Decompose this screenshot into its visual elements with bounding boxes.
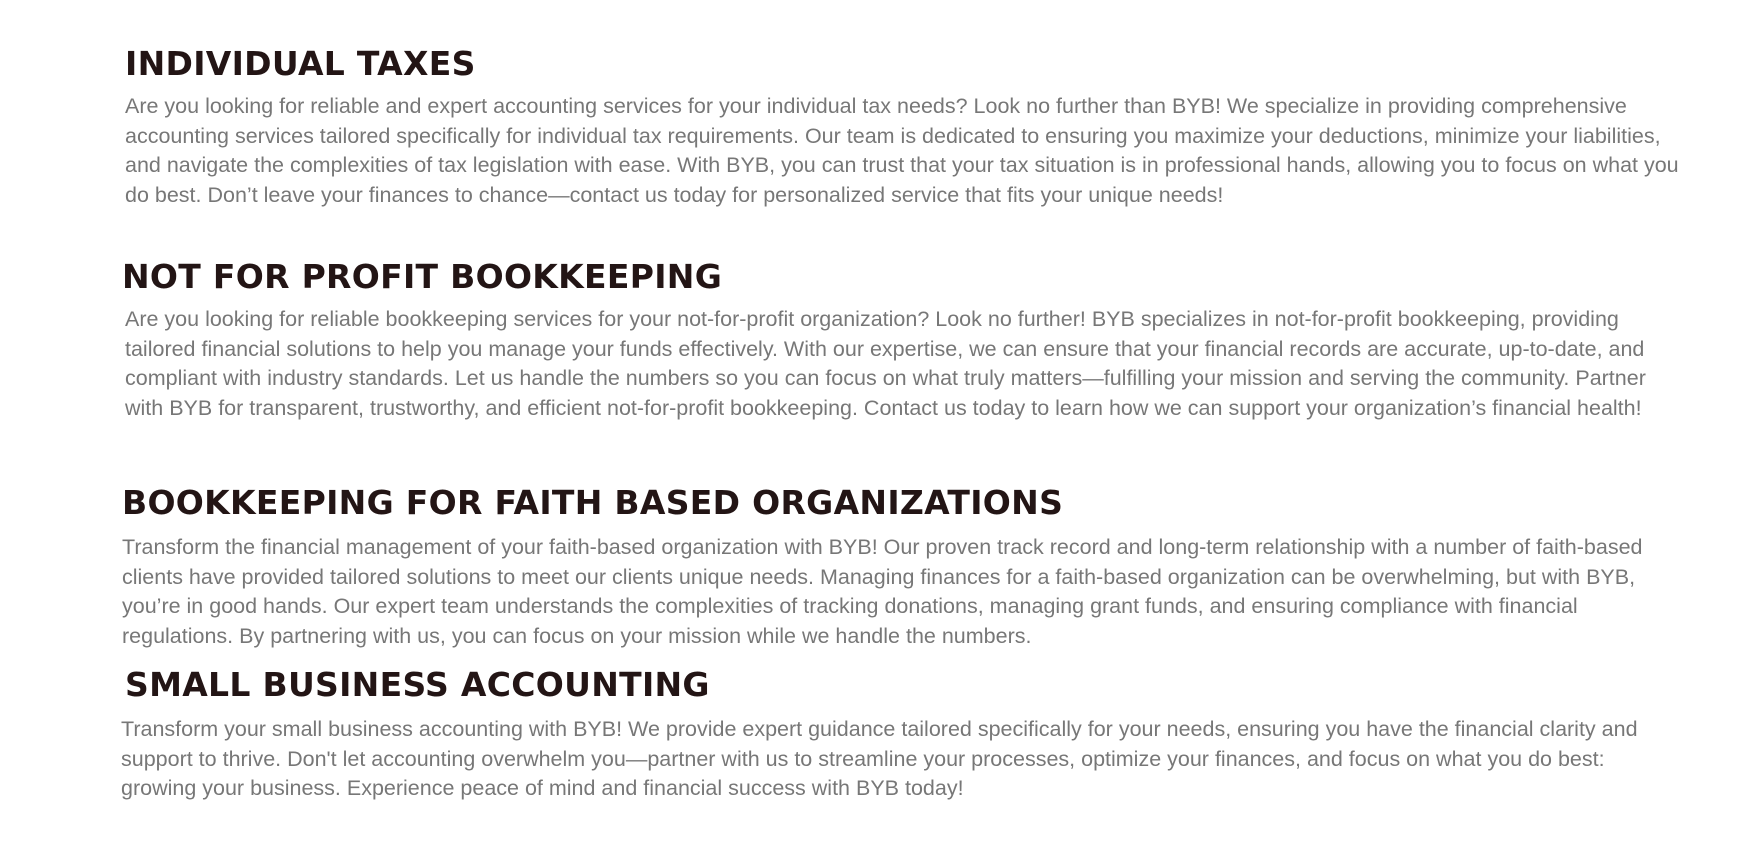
section-description: Are you looking for reliable bookkeeping services for your not-for-profit organization? Look no further! BYB specializes in not-for-profit bookkeeping, providing tailored financial solutions to help you manage your funds effectively. With our expertise, we can ensure that your financial records are accurate, up-to-date, and compliant with industry standards. Let us handle the numbers so you can focus on what truly matters—fulfilling your mission and serving the community. Partner with BYB for transparent, trustworthy, and efficient not-for-profit bookkeeping. Contact us today to learn how we can support your organization’s financial health! (125, 307, 1646, 420)
section-title: INDIVIDUAL TAXES (125, 44, 476, 83)
section-title: BOOKKEEPING FOR FAITH BASED ORGANIZATIONS (122, 483, 1064, 522)
section-title: NOT FOR PROFIT BOOKKEEPING (122, 257, 723, 296)
section-description: Transform your small business accounting with BYB! We provide expert guidance tailored specifically for your needs, ensuring you have the financial clarity and support to thrive. Don't let accounting overwhelm you—partner with us to streamline your processes, optimize your finances, and focus on what you do best: growing your business. Experience peace of mind and financial success with BYB today! (121, 717, 1638, 800)
section-small-business-accounting (121, 665, 1685, 804)
section-faith-based-bookkeeping (122, 483, 1682, 651)
section-description: Transform the financial management of your faith-based organization with BYB! Our proven track record and long-term relationship with a number of faith-based clients have provided tailored solutions to meet our clients unique needs. Managing finances for a faith-based organization can be overwhelming, but with BYB, you’re in good hands. Our expert team understands the complexities of tracking donations, managing grant funds, and ensuring compliance with financial regulations. By partnering with us, you can focus on your mission while we handle the numbers. (122, 535, 1643, 648)
section-not-for-profit-bookkeeping (122, 257, 1682, 423)
section-individual-taxes (125, 44, 1685, 210)
section-title: SMALL BUSINESS ACCOUNTING (125, 665, 710, 704)
section-description: Are you looking for reliable and expert accounting services for your individual tax needs? Look no further than BYB! We specialize in providing comprehensive accounting services tailored specifically for individual tax requirements. Our team is dedicated to ensuring you maximize your deductions, minimize your liabilities, and navigate the complexities of tax legislation with ease. With BYB, you can trust that your tax situation is in professional hands, allowing you to focus on what you do best. Don’t leave your finances to chance—contact us today for personalized service that fits your unique needs! (125, 94, 1679, 207)
